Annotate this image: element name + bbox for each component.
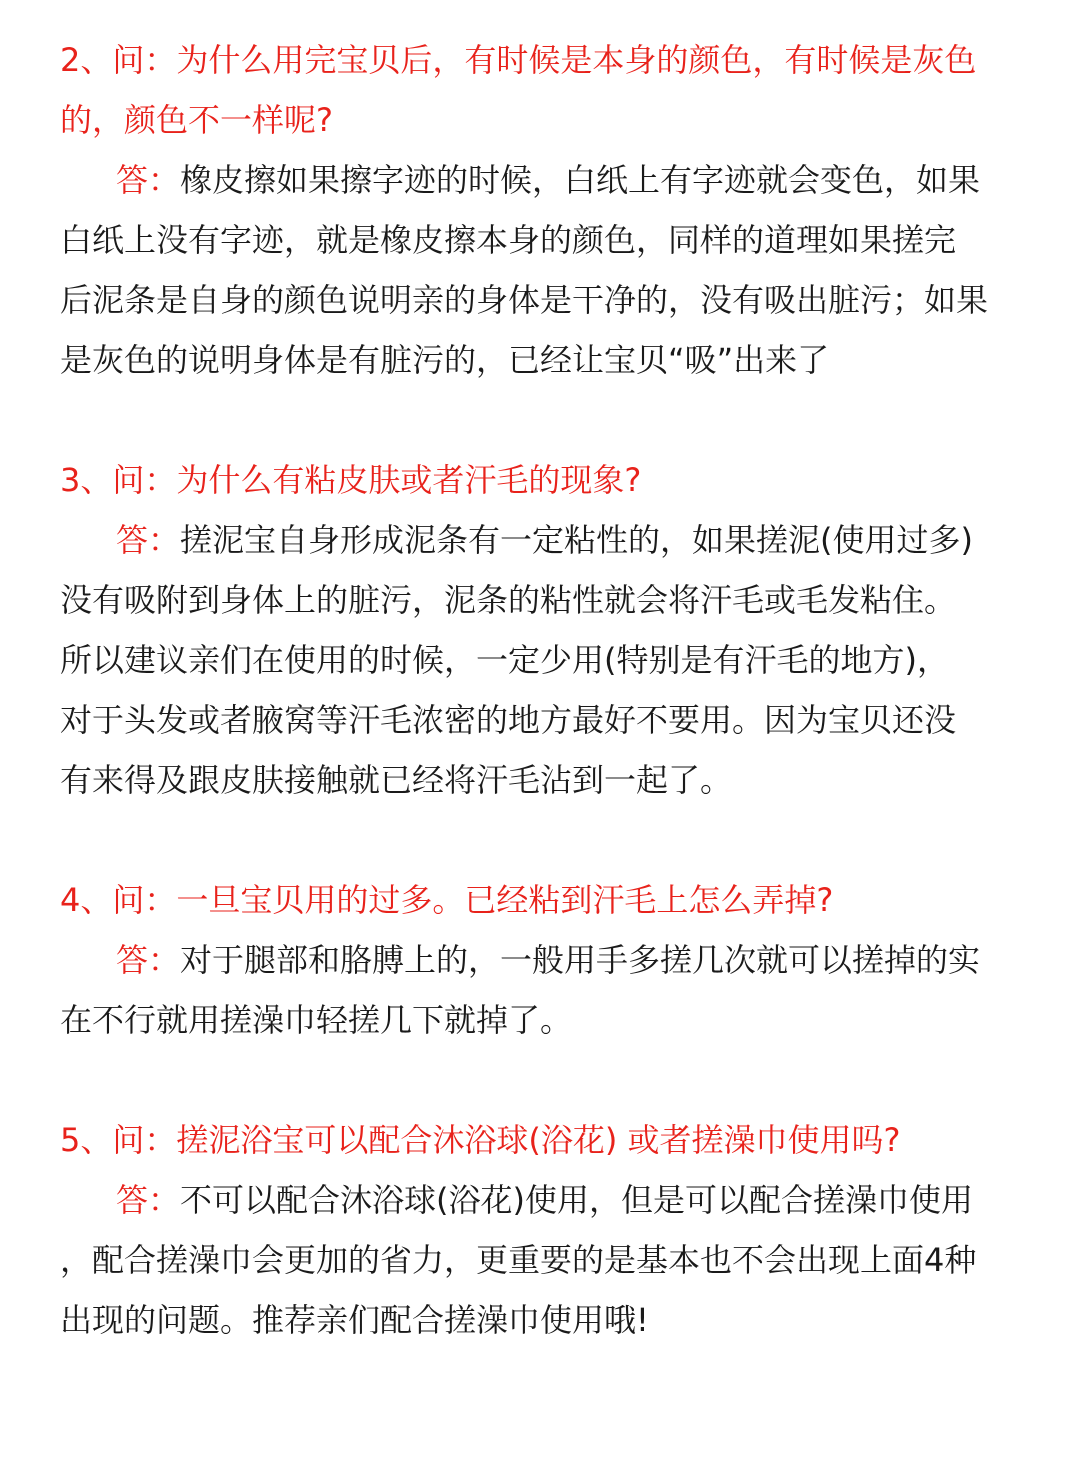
answer-line: 没有吸附到身体上的脏污，泥条的粘性就会将汗毛或毛发粘住。 (60, 581, 957, 619)
answer-line: 白纸上没有字迹，就是橡皮擦本身的颜色，同样的道理如果搓完 (60, 221, 957, 259)
question-4 (60, 870, 1050, 930)
answer-4 (60, 930, 1050, 1050)
question-line: 5、问：搓泥浴宝可以配合沐浴球(浴花) 或者搓澡巾使用吗? (60, 1121, 901, 1159)
answer-line: 是灰色的说明身体是有脏污的，已经让宝贝“吸”出来了 (60, 341, 830, 379)
answer-line: 对于头发或者腋窝等汗毛浓密的地方最好不要用。因为宝贝还没 (60, 701, 957, 739)
answer-label: 答： (116, 521, 181, 559)
faq-item-3 (60, 450, 1050, 810)
faq-item-4 (60, 870, 1050, 1050)
question-3 (60, 450, 1050, 510)
answer-line (60, 930, 1050, 990)
answer-line (60, 150, 1050, 210)
question-line: 的，颜色不一样呢? (60, 101, 333, 139)
faq-item-5 (60, 1110, 1050, 1350)
faq-item-2 (60, 30, 1050, 390)
answer-line: 出现的问题。推荐亲们配合搓澡巾使用哦! (60, 1301, 649, 1339)
question-2 (60, 30, 1050, 150)
answer-line (60, 1170, 1050, 1230)
answer-text: 不可以配合沐浴球(浴花)使用，但是可以配合搓澡巾使用 (180, 1181, 973, 1219)
question-line: 4、问：一旦宝贝用的过多。已经粘到汗毛上怎么弄掉? (60, 881, 834, 919)
answer-text: 对于腿部和胳膊上的，一般用手多搓几次就可以搓掉的实 (180, 941, 981, 979)
question-line: 3、问：为什么有粘皮肤或者汗毛的现象? (60, 461, 642, 499)
question-line: 2、问：为什么用完宝贝后，有时候是本身的颜色，有时候是灰色 (60, 41, 977, 79)
answer-line: 所以建议亲们在使用的时候，一定少用(特别是有汗毛的地方)， (60, 641, 949, 679)
answer-5 (60, 1170, 1050, 1350)
answer-line: 在不行就用搓澡巾轻搓几下就掉了。 (60, 1001, 573, 1039)
answer-text: 橡皮擦如果擦字迹的时候，白纸上有字迹就会变色，如果 (180, 161, 981, 199)
answer-text: 搓泥宝自身形成泥条有一定粘性的，如果搓泥(使用过多) (180, 521, 973, 559)
answer-line: ，配合搓澡巾会更加的省力，更重要的是基本也不会出现上面4种 (60, 1241, 977, 1279)
answer-3 (60, 510, 1050, 810)
answer-line: 后泥条是自身的颜色说明亲的身体是干净的，没有吸出脏污；如果 (60, 281, 989, 319)
answer-line (60, 510, 1050, 570)
answer-2 (60, 150, 1050, 390)
question-5 (60, 1110, 1050, 1170)
answer-label: 答： (116, 941, 181, 979)
answer-line: 有来得及跟皮肤接触就已经将汗毛沾到一起了。 (60, 761, 733, 799)
faq-document (60, 30, 1050, 1410)
answer-label: 答： (116, 161, 181, 199)
answer-label: 答： (116, 1181, 181, 1219)
